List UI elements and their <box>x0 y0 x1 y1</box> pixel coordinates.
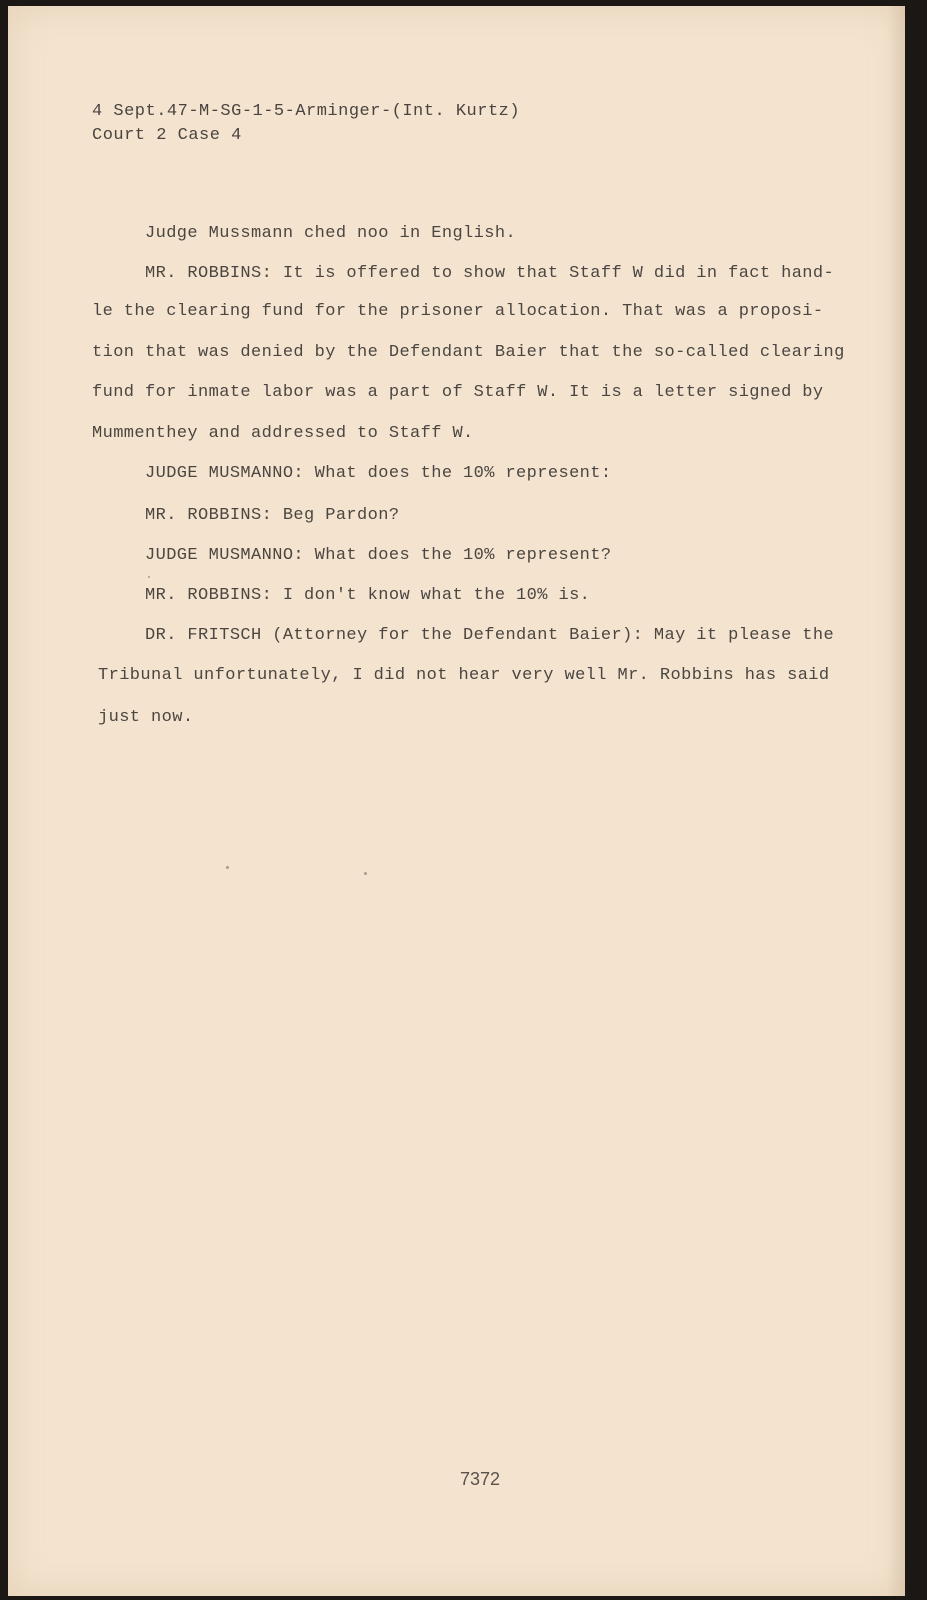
body-line: JUDGE MUSMANNO: What does the 10% represent: <box>145 464 612 483</box>
body-line: DR. FRITSCH (Attorney for the Defendant Baier): May it please the <box>145 626 835 645</box>
body-line: le the clearing fund for the prisoner allocation. That was a proposi- <box>92 302 824 321</box>
header-court-case-line: Court 2 Case 4 <box>92 126 242 145</box>
body-line: MR. ROBBINS: It is offered to show that Staff W did in fact hand- <box>145 264 835 283</box>
body-line: just now. <box>98 708 194 727</box>
body-line: JUDGE MUSMANNO: What does the 10% represent? <box>145 546 612 565</box>
page-number: 7372 <box>460 1469 501 1489</box>
paper-speck <box>148 576 150 578</box>
document-page <box>8 6 905 1596</box>
body-line: Tribunal unfortunately, I did not hear very well Mr. Robbins has said <box>98 666 830 685</box>
paper-speck <box>364 872 367 875</box>
body-line: MR. ROBBINS: I don't know what the 10% is. <box>145 586 591 605</box>
body-line: MR. ROBBINS: Beg Pardon? <box>145 506 400 525</box>
paper-speck <box>226 866 229 869</box>
body-line: Judge Mussmann ched noo in English. <box>145 224 517 243</box>
body-line: tion that was denied by the Defendant Baier that the so-called clearing <box>92 343 845 362</box>
header-reference-line: 4 Sept.47-M-SG-1-5-Arminger-(Int. Kurtz) <box>92 102 521 121</box>
page-edge-shadow <box>887 6 905 1596</box>
body-line: fund for inmate labor was a part of Staff W. It is a letter signed by <box>92 383 824 402</box>
body-line: Mummenthey and addressed to Staff W. <box>92 424 474 443</box>
